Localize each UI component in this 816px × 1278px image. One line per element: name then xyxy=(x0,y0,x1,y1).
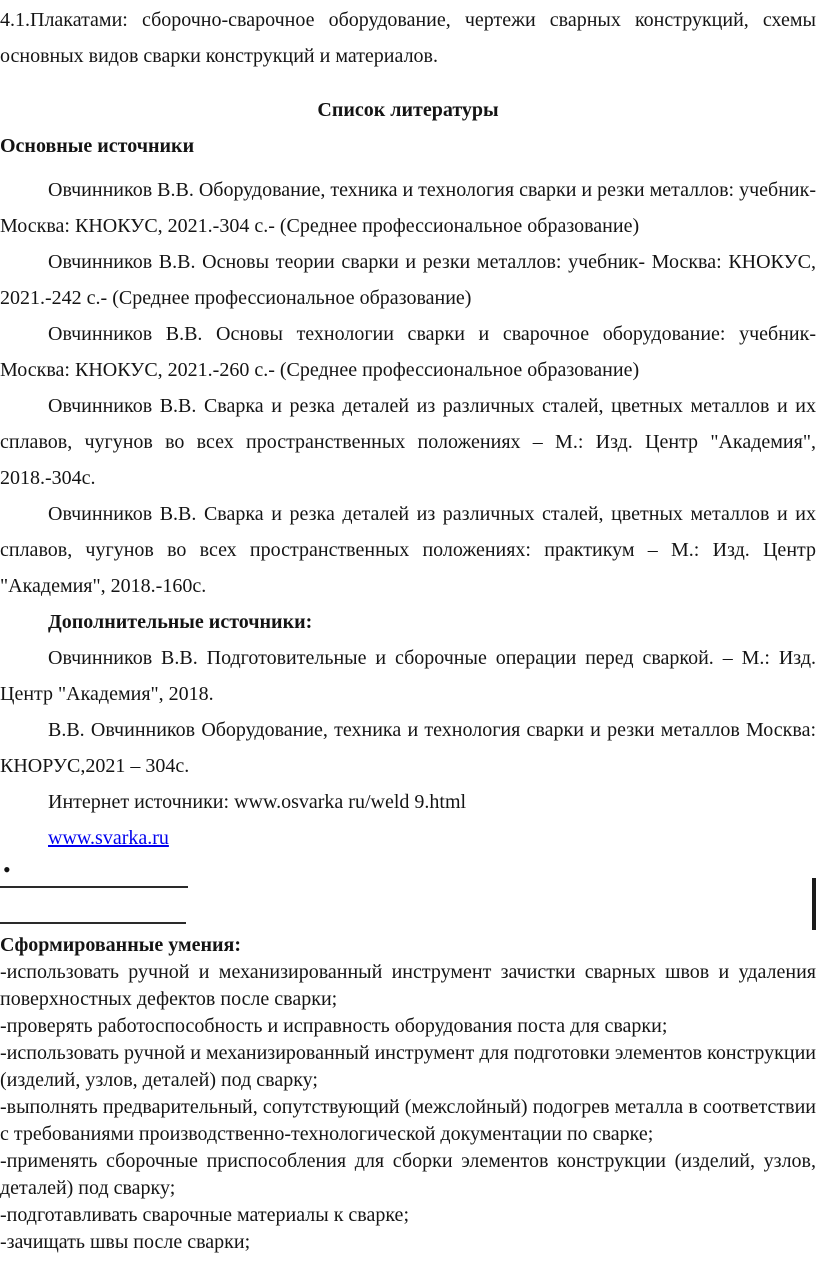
svarka-link[interactable]: www.svarka.ru xyxy=(48,827,169,849)
skill-item: -проверять работоспособность и исправность оборудования поста для сварки; xyxy=(0,1015,668,1037)
internet-sources-line: Интернет источники: www.osvarka ru/weld 9.html xyxy=(48,791,467,813)
skill-item: -применять сборочные приспособления для сборки элементов конструкции (изделий, узлов, деталей) под сварку; xyxy=(0,1150,816,1199)
bibliography-title: Список литературы xyxy=(317,99,499,121)
bibliography-entry: Овчинников В.В. Основы теории сварки и резки металлов: учебник- Москва: КНОКУС, 2021.-242 с.- (Среднее профессиональное образование) xyxy=(0,251,816,309)
skills-heading: Сформированные умения: xyxy=(0,934,241,956)
intro-paragraph: 4.1.Плакатами: сборочно-сварочное оборудование, чертежи сварных конструкций, схемы основных видов сварки конструкций и материалов. xyxy=(0,9,816,67)
blank-line-row xyxy=(0,892,816,928)
bibliography-entry: Овчинников В.В. Сварка и резка деталей из различных сталей, цветных металлов и их сплавов, чугунов во всех пространственных положениях: практикум – М.: Изд. Центр "Академия", 2018.-160с. xyxy=(0,503,816,597)
bullet-marker: • xyxy=(3,857,11,882)
bibliography-entry: Овчинников В.В. Оборудование, техника и технология сварки и резки металлов: учебник- Москва: КНОКУС, 2021.-304 с.- (Среднее профессиональное образование) xyxy=(0,179,816,237)
blank-underline-1 xyxy=(0,856,188,888)
secondary-sources-heading: Дополнительные источники: xyxy=(48,611,313,633)
bibliography-entry: В.В. Овчинников Оборудование, техника и технология сварки и резки металлов Москва: КНОРУС,2021 – 304с. xyxy=(0,719,816,777)
skill-item: -подготавливать сварочные материалы к сварке; xyxy=(0,1204,409,1226)
skill-item: -зачищать швы после сварки; xyxy=(0,1231,251,1253)
bullet-blank-line xyxy=(0,856,816,892)
primary-sources-heading: Основные источники xyxy=(0,135,195,157)
bibliography-entry: Овчинников В.В. Подготовительные и сборочные операции перед сваркой. – М.: Изд. Центр "Академия", 2018. xyxy=(0,647,816,705)
link-paragraph xyxy=(0,820,816,856)
bibliography-entry: Овчинников В.В. Сварка и резка деталей из различных сталей, цветных металлов и их сплавов, чугунов во всех пространственных положениях – М.: Изд. Центр "Академия", 2018.-304с. xyxy=(0,395,816,489)
skill-item: -использовать ручной и механизированный инструмент для подготовки элементов конструкции (изделий, узлов, деталей) под сварку; xyxy=(0,1042,816,1091)
skill-item: -выполнять предварительный, сопутствующий (межслойный) подогрев металла в соответствии с требованиями производственно-технологической документации по сварке; xyxy=(0,1096,816,1145)
blank-underline-2 xyxy=(0,892,186,924)
skill-item: -использовать ручной и механизированный инструмент зачистки сварных швов и удаления поверхностных дефектов после сварки; xyxy=(0,961,816,1010)
page-edge-mark xyxy=(812,878,816,930)
bibliography-entry: Овчинников В.В. Основы технологии сварки и сварочное оборудование: учебник- Москва: КНОКУС, 2021.-260 с.- (Среднее профессиональное образование) xyxy=(0,323,816,381)
